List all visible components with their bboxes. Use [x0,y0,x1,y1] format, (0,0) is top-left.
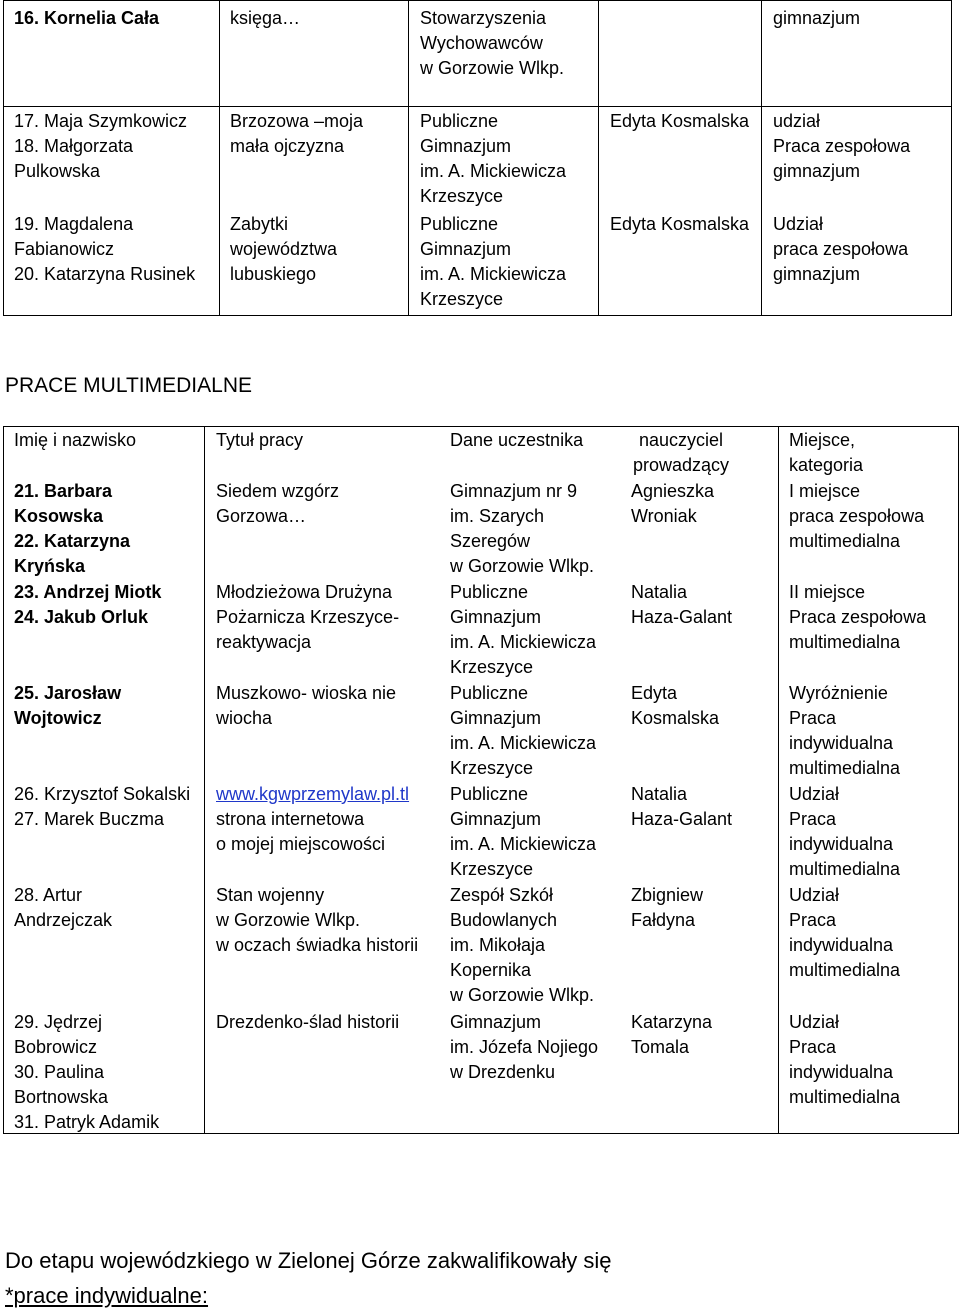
table-row-place: Wyróżnienie Praca indywidualna multimedialna [789,683,901,778]
table-row-name: 25. Jarosław Wojtowicz [14,683,122,728]
top-row2-title-b: Zabytki województwa lubuskiego [230,214,338,284]
table-row-name: 23. Andrzej Miotk 24. Jakub Orluk [14,582,162,627]
table-row-place: II miejsce Praca zespołowa multimedialna [789,582,927,652]
header-place: Miejsce, kategoria [789,430,864,475]
table-row-title: Stan wojenny w Gorzowie Wlkp. w oczach świadka historii [216,885,419,955]
table-row-school: Gimnazjum im. Józefa Nojiego w Drezdenku [450,1012,599,1082]
top-row1-title: księga… [230,8,301,28]
top-row2-teacher-b: Edyta Kosmalska [610,214,750,234]
section-heading: PRACE MULTIMEDIALNE [5,374,252,397]
top-row1-result: gimnazjum [773,8,861,28]
table-row-school: Zespół Szkół Budowlanych im. Mikołaja Kopernika w Gorzowie Wlkp. [450,885,595,1005]
table-row-name: 29. Jędrzej Bobrowicz 30. Paulina Bortnowska 31. Patryk Adamik [14,1012,160,1132]
table-row-place: Udział Praca indywidualna multimedialna [789,1012,901,1107]
table-row-teacher: Zbigniew Fałdyna [631,885,704,930]
header-teacher: nauczyciel prowadzący [632,430,730,475]
table-row-teacher: Agnieszka Wroniak [631,481,715,526]
table-row-title: Drezdenko-ślad historii [216,1012,400,1032]
table-row-name: 26. Krzysztof Sokalski 27. Marek Buczma [14,784,191,829]
website-link[interactable]: www.kgwprzemylaw.pl.tl [216,784,410,804]
table-row-teacher: Natalia Haza-Galant [631,784,733,829]
table-row-title: Młodzieżowa Drużyna Pożarnicza Krzeszyce- reaktywacja [216,582,400,652]
header-name: Imię i nazwisko [14,430,137,450]
table-row-place: Udział Praca indywidualna multimedialna [789,885,901,980]
top-row2-students-a: 17. Maja Szymkowicz 18. Małgorzata Pulkowska [14,111,188,181]
table-row-school: Gimnazjum nr 9 im. Szarych Szeregów w Gorzowie Wlkp. [450,481,595,576]
header-title: Tytuł pracy [216,430,304,450]
footer-individual-works: *prace indywidualne: [5,1283,209,1308]
table-row-school: Publiczne Gimnazjum im. A. Mickiewicza Krzeszyce [450,683,597,778]
table-row-school: Publiczne Gimnazjum im. A. Mickiewicza Krzeszyce [450,784,597,879]
footer-qualified-text: Do etapu wojewódzkiego w Zielonej Górze zakwalifikowały się [5,1248,612,1273]
top-row1-school: Stowarzyszenia Wychowawców w Gorzowie Wlkp. [420,8,565,78]
top-row2-title-a: Brzozowa –moja mała ojczyzna [230,111,364,156]
table-row-title: strona internetowa o mojej miejscowości [216,809,386,854]
table-row-name: 21. Barbara Kosowska 22. Katarzyna Kryńska [14,481,131,576]
table-row-place: Udział Praca indywidualna multimedialna [789,784,901,879]
top-row1-students: 16. Kornelia Cała [14,8,160,28]
table-row-name: 28. Artur Andrzejczak [14,885,113,930]
top-row2-school-a: Publiczne Gimnazjum im. A. Mickiewicza Krzeszyce [420,111,567,206]
top-row2-school-b: Publiczne Gimnazjum im. A. Mickiewicza Krzeszyce [420,214,567,309]
table-row-place: I miejsce praca zespołowa multimedialna [789,481,925,551]
table-row-school: Publiczne Gimnazjum im. A. Mickiewicza Krzeszyce [450,582,597,677]
table-row-teacher: Katarzyna Tomala [631,1012,713,1057]
table-row-teacher: Natalia Haza-Galant [631,582,733,627]
top-row2-result-a: udział Praca zespołowa gimnazjum [773,111,911,181]
top-row2-result-b: Udział praca zespołowa gimnazjum [773,214,909,284]
top-row2-teacher-a: Edyta Kosmalska [610,111,750,131]
table-row-title: Muszkowo- wioska nie wiocha [216,683,397,728]
table-row-teacher: Edyta Kosmalska [631,683,720,728]
header-school: Dane uczestnika [450,430,584,450]
top-row2-students-b: 19. Magdalena Fabianowicz 20. Katarzyna Rusinek [14,214,196,284]
table-row-title: Siedem wzgórz Gorzowa… [216,481,340,526]
